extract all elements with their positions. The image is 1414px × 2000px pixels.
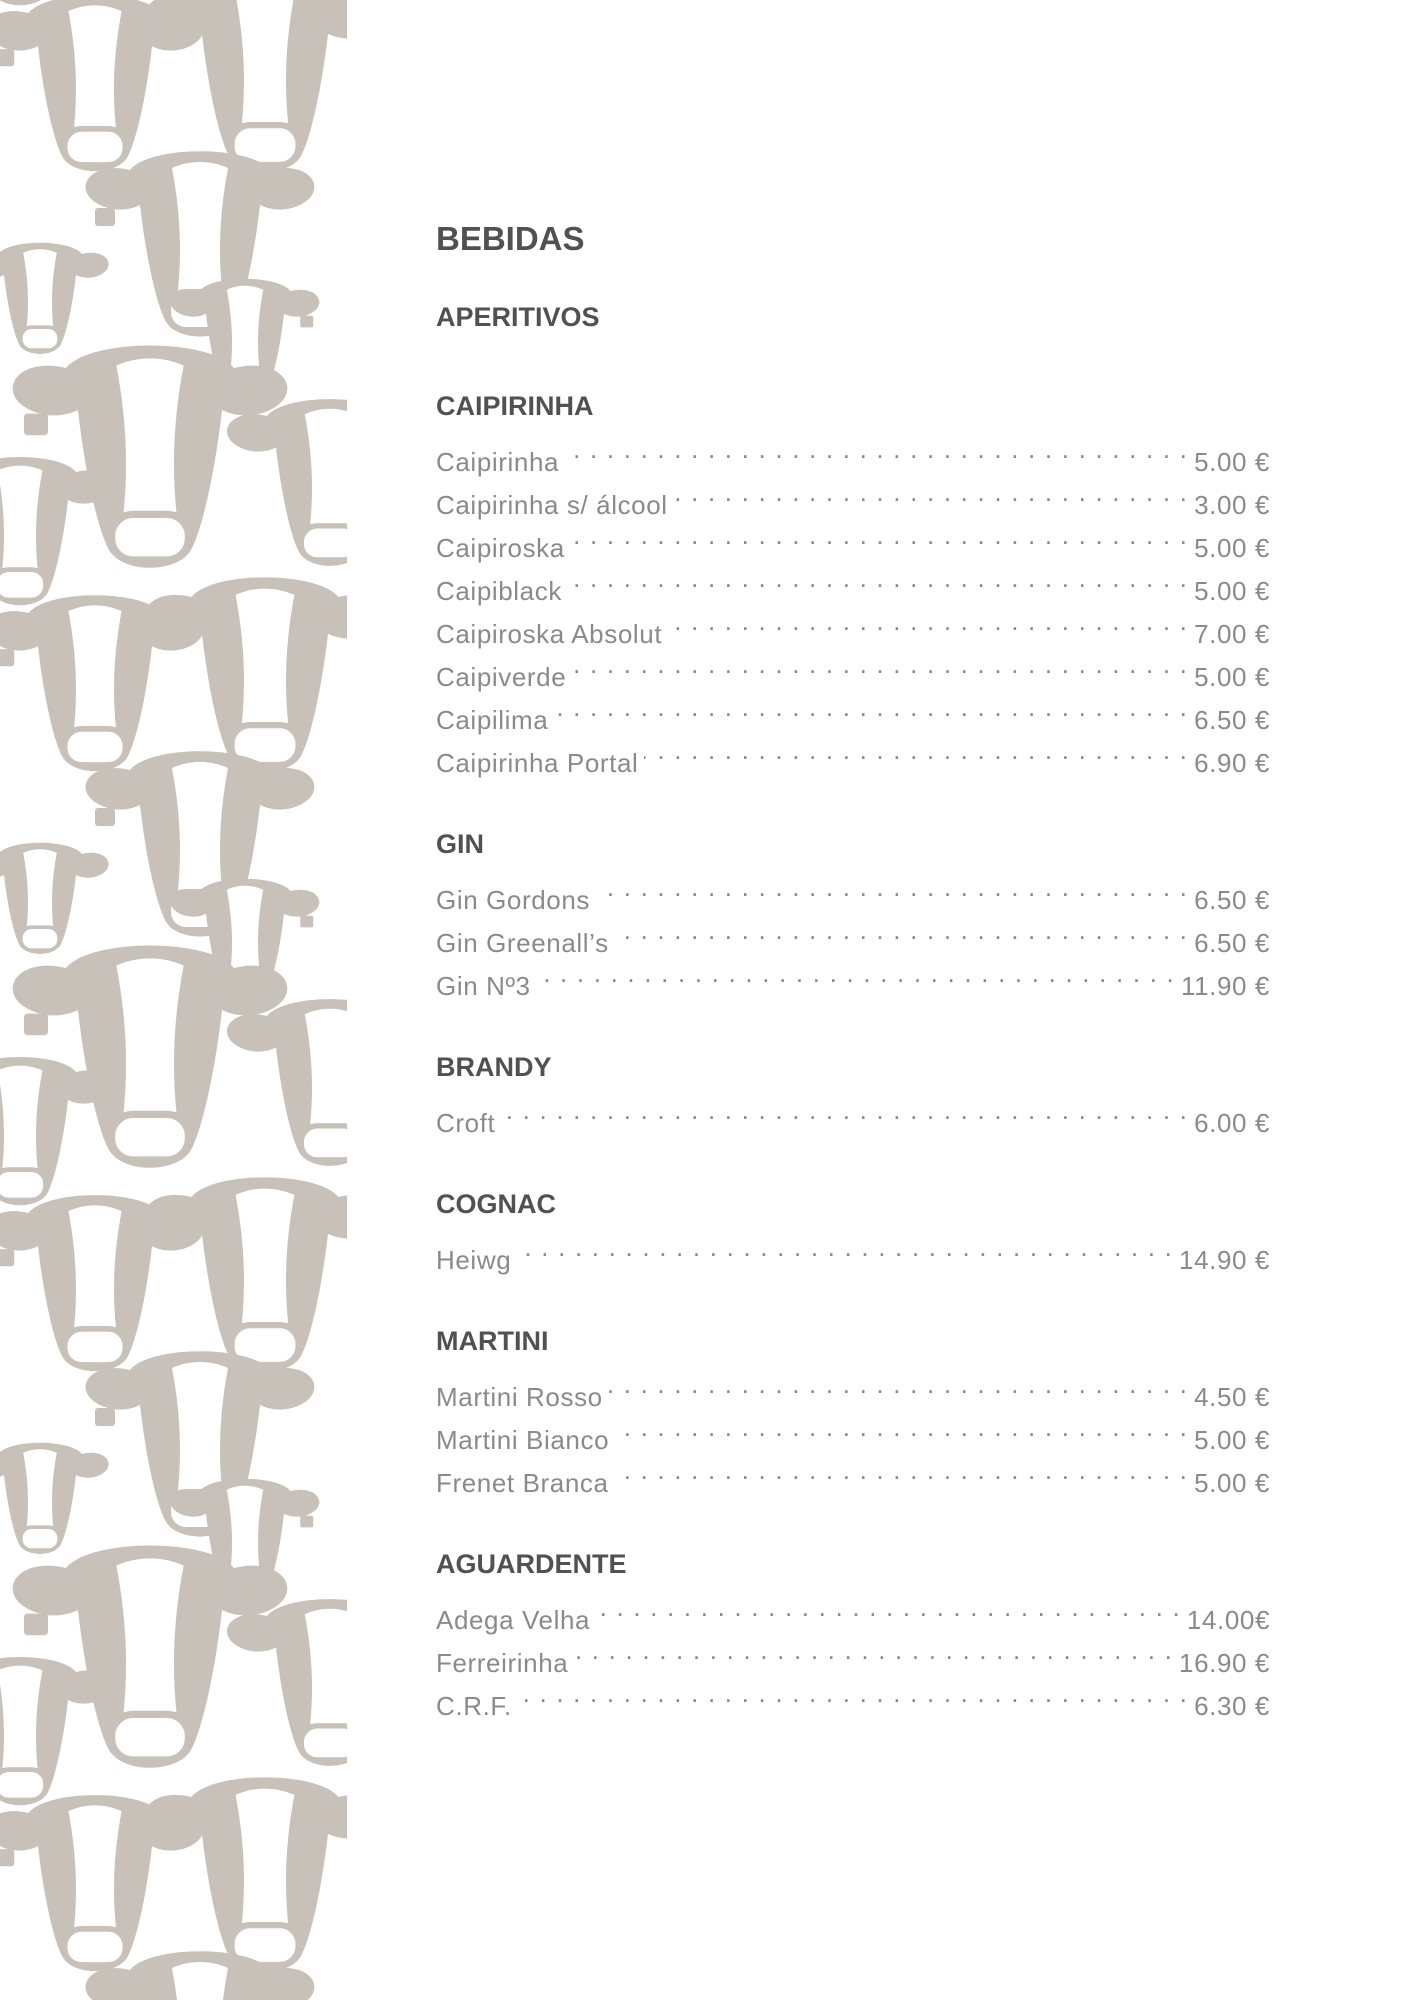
dot-leader bbox=[571, 514, 1188, 557]
item-price: 6.90 € bbox=[1194, 748, 1270, 778]
menu-item bbox=[436, 1672, 1270, 1721]
item-price: 6.50 € bbox=[1194, 885, 1270, 915]
dot-leader bbox=[596, 1586, 1181, 1629]
dot-leader bbox=[668, 600, 1188, 643]
dot-leader bbox=[674, 471, 1188, 514]
menu-title: BEBIDAS bbox=[436, 220, 585, 257]
item-price: 6.50 € bbox=[1194, 928, 1270, 958]
item-name: Caipiblack bbox=[436, 576, 562, 606]
item-name: Caipiroska bbox=[436, 533, 565, 563]
menu-item bbox=[436, 1226, 1270, 1275]
item-price: 5.00 € bbox=[1194, 447, 1270, 477]
item-price: 5.00 € bbox=[1194, 576, 1270, 606]
cow-head-icon bbox=[145, 0, 347, 172]
item-price: 6.50 € bbox=[1194, 705, 1270, 735]
dot-leader bbox=[572, 643, 1188, 686]
item-price: 14.00€ bbox=[1186, 1605, 1270, 1635]
drinks-menu bbox=[436, 214, 1270, 1721]
dot-leader bbox=[609, 1363, 1188, 1406]
menu-item bbox=[436, 866, 1270, 915]
section-title: BRANDY bbox=[436, 1052, 552, 1082]
item-name: C.R.F. bbox=[436, 1691, 512, 1721]
menu-item bbox=[436, 729, 1270, 778]
item-name: Gin Greenall’s bbox=[436, 928, 609, 958]
menu-section bbox=[436, 1320, 1270, 1498]
item-name: Adega Velha bbox=[436, 1605, 591, 1635]
cow-head-icon bbox=[0, 1057, 112, 1205]
menu-sections bbox=[436, 385, 1270, 1721]
cow-head-icon bbox=[227, 399, 347, 566]
cow-head-icon bbox=[227, 1599, 347, 1766]
menu-item bbox=[436, 471, 1270, 520]
menu-section bbox=[436, 385, 1270, 778]
menu-item bbox=[436, 428, 1270, 477]
dot-leader bbox=[574, 1629, 1173, 1672]
item-price: 5.00 € bbox=[1194, 662, 1270, 692]
menu-item bbox=[436, 952, 1270, 1001]
item-name: Gin Nº3 bbox=[436, 971, 531, 1001]
item-price: 4.50 € bbox=[1194, 1382, 1270, 1412]
item-name: Frenet Branca bbox=[436, 1468, 609, 1498]
item-name: Caipiverde bbox=[436, 662, 567, 692]
item-name: Caipilima bbox=[436, 705, 549, 735]
menu-item bbox=[436, 1089, 1270, 1138]
item-price: 6.30 € bbox=[1194, 1691, 1270, 1721]
item-price: 16.90 € bbox=[1179, 1648, 1270, 1678]
menu-section bbox=[436, 1046, 1270, 1138]
item-price: 5.00 € bbox=[1194, 533, 1270, 563]
dot-leader bbox=[596, 866, 1188, 909]
item-name: Caipirinha Portal bbox=[436, 748, 639, 778]
item-price: 7.00 € bbox=[1194, 619, 1270, 649]
item-price: 5.00 € bbox=[1194, 1468, 1270, 1498]
section-title: AGUARDENTE bbox=[436, 1549, 627, 1579]
item-name: Croft bbox=[436, 1108, 496, 1138]
cow-head-icon bbox=[0, 0, 347, 2000]
item-price: 11.90 € bbox=[1180, 971, 1270, 1001]
cow-head-icon bbox=[227, 999, 347, 1166]
item-name: Martini Rosso bbox=[436, 1382, 603, 1412]
dot-leader bbox=[615, 1406, 1188, 1449]
cow-head-icon bbox=[145, 1777, 347, 1972]
section-title: COGNAC bbox=[436, 1189, 556, 1219]
item-name: Caipirinha s/ álcool bbox=[436, 490, 668, 520]
cow-head-icon bbox=[0, 843, 109, 954]
menu-section bbox=[436, 1183, 1270, 1275]
dot-leader bbox=[554, 686, 1188, 729]
menu-item bbox=[436, 686, 1270, 735]
item-name: Heiwg bbox=[436, 1245, 512, 1275]
dot-leader bbox=[644, 729, 1188, 772]
dot-leader bbox=[565, 428, 1188, 471]
menu-item bbox=[436, 1586, 1270, 1635]
item-name: Martini Bianco bbox=[436, 1425, 610, 1455]
item-name: Ferreirinha bbox=[436, 1648, 569, 1678]
cow-head-icon bbox=[0, 1443, 109, 1554]
section-title: GIN bbox=[436, 829, 485, 859]
section-title: CAIPIRINHA bbox=[436, 391, 594, 421]
item-price: 3.00 € bbox=[1194, 490, 1270, 520]
item-price: 5.00 € bbox=[1194, 1425, 1270, 1455]
dot-leader bbox=[568, 557, 1188, 600]
cow-head-icon bbox=[0, 457, 112, 605]
cow-head-icon bbox=[145, 1177, 347, 1372]
dot-leader bbox=[517, 1226, 1173, 1269]
dot-leader bbox=[615, 909, 1188, 952]
cow-head-pattern bbox=[0, 0, 347, 2000]
menu-section bbox=[436, 823, 1270, 1001]
item-name: Caipiroska Absolut bbox=[436, 619, 663, 649]
dot-leader bbox=[537, 952, 1175, 995]
dot-leader bbox=[501, 1089, 1188, 1132]
item-name: Caipirinha bbox=[436, 447, 560, 477]
cow-head-icon bbox=[0, 1657, 112, 1805]
section-title: MARTINI bbox=[436, 1326, 549, 1356]
menu-section bbox=[436, 1543, 1270, 1721]
cow-head-icon bbox=[0, 243, 109, 354]
menu-subtitle: APERITIVOS bbox=[436, 302, 600, 332]
item-name: Gin Gordons bbox=[436, 885, 591, 915]
cow-head-icon bbox=[145, 577, 347, 772]
menu-item bbox=[436, 1363, 1270, 1412]
item-price: 14.90 € bbox=[1179, 1245, 1270, 1275]
dot-leader bbox=[615, 1449, 1189, 1492]
dot-leader bbox=[518, 1672, 1188, 1715]
item-price: 6.00 € bbox=[1194, 1108, 1270, 1138]
